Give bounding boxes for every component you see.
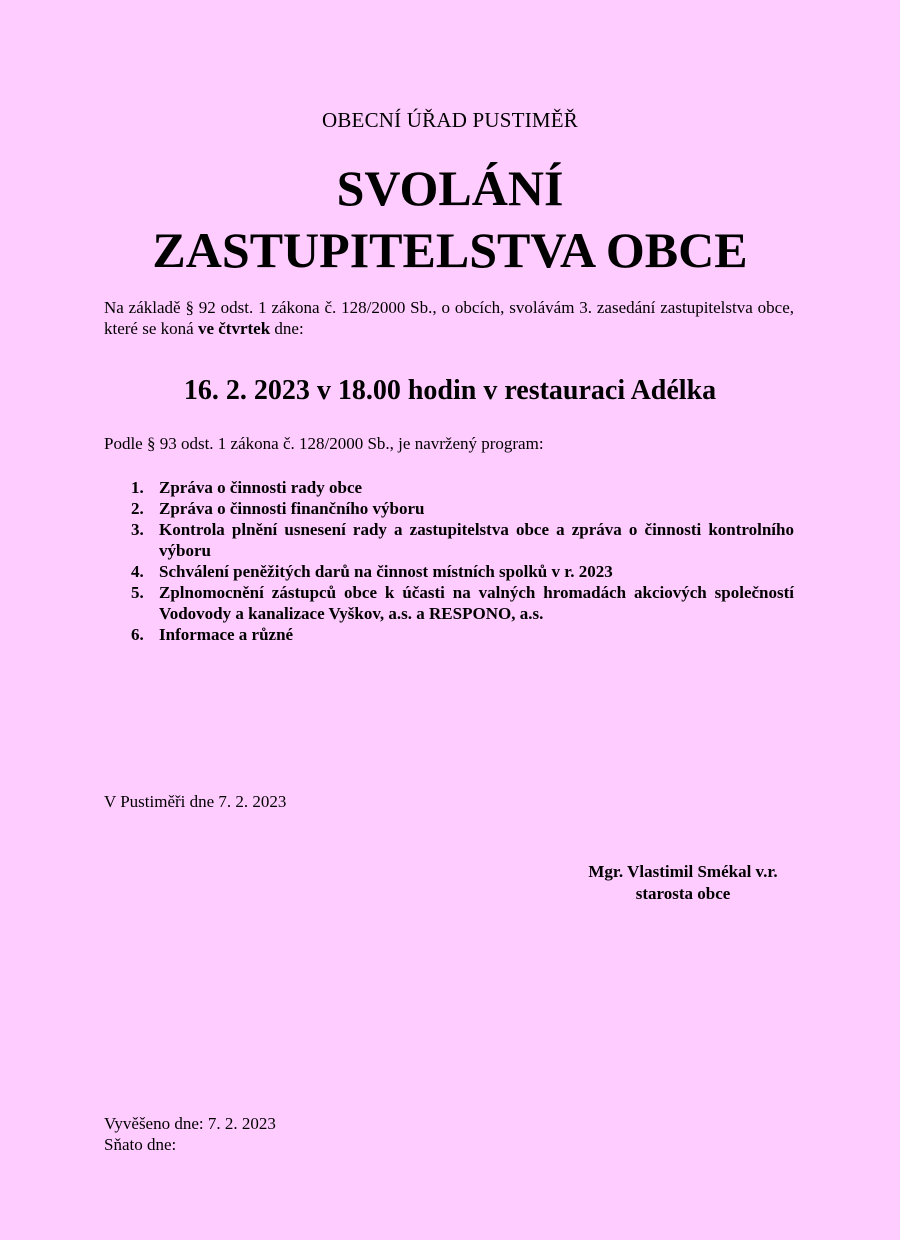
agenda-item — [104, 519, 794, 561]
document-title-line-2: ZASTUPITELSTVA OBCE — [152, 222, 748, 278]
program-intro: Podle § 93 odst. 1 zákona č. 128/2000 Sb., je navržený program: — [104, 434, 544, 453]
document-title-line-1: SVOLÁNÍ — [336, 160, 564, 216]
agenda-item-number: 4. — [131, 562, 144, 581]
agenda-item-text: Schválení peněžitých darů na činnost místních spolků v r. 2023 — [159, 562, 613, 581]
agenda-list — [104, 477, 794, 645]
agenda-item-number: 3. — [131, 520, 144, 539]
agenda-item-text: Zplnomocnění zástupců obce k účasti na valných hromadách akciových společností Vodovody a kanalizace Vyškov, a.s. a RESPONO, a.s. — [159, 583, 794, 623]
agenda-item-text: Informace a různé — [159, 625, 294, 644]
intro-text: Na základě § 92 odst. 1 zákona č. 128/2000 Sb., o obcích, svolávám 3. zasedání zastupitelstva obce, které se koná — [104, 298, 794, 338]
agenda-item-number: 1. — [131, 478, 144, 497]
place-and-date: V Pustiměři dne 7. 2. 2023 — [104, 792, 287, 811]
agenda-item-text: Zpráva o činnosti rady obce — [159, 478, 363, 497]
signature-block — [572, 861, 794, 905]
intro-text-end: dne: — [270, 319, 304, 338]
agenda-item — [104, 624, 794, 645]
agenda-item-text: Kontrola plnění usnesení rady a zastupitelstva obce a zpráva o činnosti kontrolního výboru — [159, 520, 794, 560]
intro-weekday: ve čtvrtek — [197, 319, 271, 338]
agenda-item — [104, 477, 794, 498]
posting-info — [104, 1113, 276, 1155]
office-name: OBECNÍ ÚŘAD PUSTIMĚŘ — [321, 108, 579, 132]
signer-title: starosta obce — [635, 884, 731, 903]
removed-date: Sňato dne: — [104, 1135, 177, 1154]
intro-paragraph — [104, 297, 794, 339]
meeting-date: 16. 2. 2023 v 18.00 hodin v restauraci Adélka — [183, 375, 717, 406]
agenda-item-number: 2. — [131, 499, 144, 518]
agenda-item — [104, 582, 794, 624]
agenda-item-text: Zpráva o činnosti finančního výboru — [159, 499, 425, 518]
agenda-item-number: 5. — [131, 583, 144, 602]
agenda-item — [104, 561, 794, 582]
posted-date: Vyvěšeno dne: 7. 2. 2023 — [104, 1114, 276, 1133]
agenda-item-number: 6. — [131, 625, 144, 644]
agenda-item — [104, 498, 794, 519]
signer-name: Mgr. Vlastimil Smékal v.r. — [588, 862, 778, 881]
